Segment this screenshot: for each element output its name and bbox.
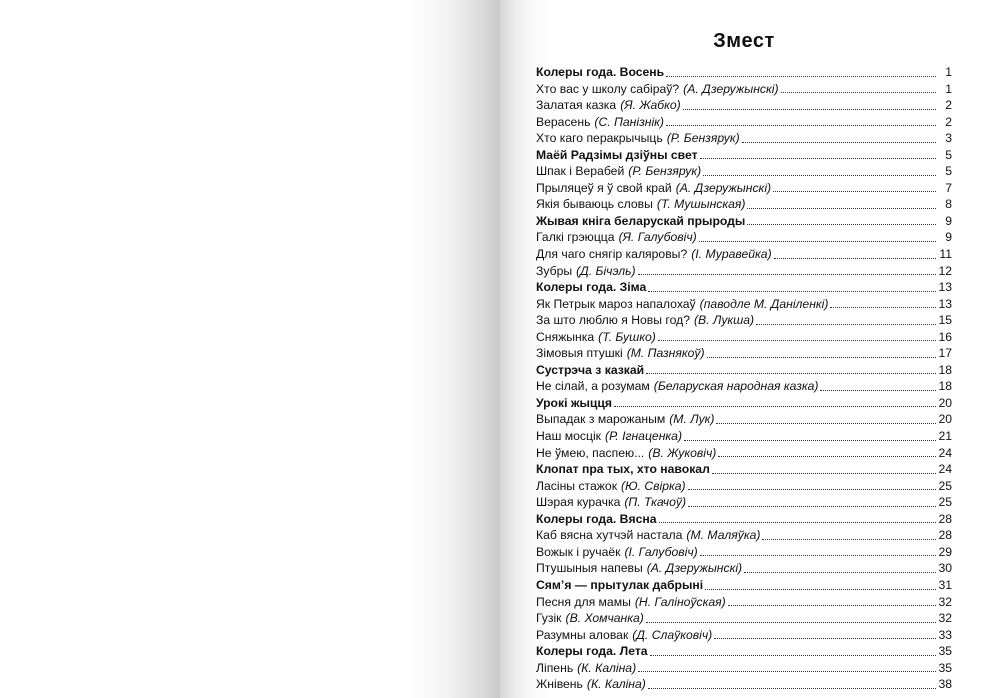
- toc-entry: [536, 627, 952, 644]
- toc-entry-title: Гузік: [536, 611, 562, 626]
- toc-entry-title: Колеры года. Лета: [536, 644, 648, 659]
- toc-page-number: 8: [945, 197, 952, 212]
- toc-entry-title: Жнівень: [536, 677, 583, 692]
- toc-entry-title: Сняжынка: [536, 329, 595, 344]
- toc-entry: [536, 527, 952, 544]
- toc-entry-author: (Р. Ігнаценка): [605, 429, 683, 444]
- dot-leader: [705, 588, 936, 590]
- toc-entry-title: Шпак і Верабей: [536, 164, 625, 179]
- toc-page-number: 21: [938, 429, 952, 444]
- dot-leader: [638, 273, 936, 275]
- toc-page-number: 25: [938, 495, 952, 510]
- dot-leader: [820, 389, 936, 391]
- toc-page-number: 2: [945, 98, 952, 113]
- toc-entry-author: (А. Дзеружынскі): [675, 180, 772, 195]
- toc-entry-title: Урокі жыцця: [536, 395, 613, 410]
- toc-page-number: 11: [939, 247, 952, 262]
- toc-entry-title: Колеры года. Зіма: [536, 280, 647, 295]
- toc-entry-author: (К. Каліна): [577, 660, 637, 675]
- dot-leader: [747, 207, 936, 209]
- dot-leader: [638, 670, 936, 672]
- toc-section-heading: [536, 461, 952, 478]
- toc-page-number: 3: [945, 131, 952, 146]
- toc-entry-author: (С. Панізнік): [594, 114, 664, 129]
- toc-entry: [536, 312, 952, 329]
- dot-leader: [700, 157, 936, 159]
- toc-entry: [536, 163, 952, 180]
- toc-entry-author: (М. Пазнякоў): [626, 346, 705, 361]
- toc-page-number: 28: [938, 528, 952, 543]
- toc-entry: [536, 97, 952, 114]
- dot-leader: [666, 75, 936, 77]
- toc-entry-title: Зімовыя птушкі: [536, 346, 623, 361]
- dot-leader: [744, 571, 936, 573]
- toc-entry-title: Колеры года. Восень: [536, 65, 665, 79]
- toc-page-number: 35: [938, 644, 952, 659]
- toc-page-number: 24: [938, 445, 952, 460]
- toc-entry-title: Зубры: [536, 263, 573, 278]
- toc-entry-author: (Ю. Свірка): [621, 478, 686, 493]
- toc-entry: [536, 229, 952, 246]
- toc-section-heading: [536, 511, 952, 528]
- toc-page-number: 24: [938, 462, 952, 477]
- toc-entry: [536, 560, 952, 577]
- toc-page-number: 9: [945, 213, 952, 228]
- toc-entry-author: (Т. Бушко): [598, 329, 656, 344]
- toc-entry: [536, 180, 952, 197]
- toc-entry-title: Птушыныя напевы: [536, 561, 643, 576]
- toc-entry-author: (В. Лукша): [694, 313, 755, 328]
- toc-entry-title: Не ўмею, паспею...: [536, 445, 645, 460]
- toc-entry-author: (Р. Бензярук): [666, 131, 740, 146]
- toc-entry-author: (Н. Галіноўская): [634, 594, 726, 609]
- toc-entry: [536, 478, 952, 495]
- toc-entry-title: Хто вас у школу сабіраў?: [536, 81, 680, 96]
- toc-entry-title: Шэрая курачка: [536, 495, 621, 510]
- dot-leader: [650, 654, 936, 656]
- toc-entry-title: Не сілай, а розумам: [536, 379, 650, 394]
- dot-leader: [728, 604, 936, 606]
- toc-entry: [536, 81, 952, 98]
- dot-leader: [830, 306, 936, 308]
- toc-section-heading: [536, 147, 952, 164]
- toc-entry-title: Хто каго перакрычыць: [536, 131, 663, 146]
- dot-leader: [659, 521, 937, 523]
- toc-entry-title: Для чаго снягір каляровы?: [536, 247, 688, 262]
- toc-entry-title: Колеры года. Вясна: [536, 511, 657, 526]
- toc-page-number: 16: [938, 329, 952, 344]
- toc-page-number: 29: [938, 544, 952, 559]
- toc-page-number: 12: [938, 263, 952, 278]
- toc-entry-title: Як Петрык мароз напалохаў: [536, 296, 696, 311]
- toc-section-heading: [536, 64, 952, 81]
- dot-leader: [774, 257, 936, 259]
- toc-entry-title: Сустрэча з казкай: [536, 362, 645, 377]
- toc-entry-author: (Я. Жабко): [620, 98, 681, 113]
- toc-entry-author: (А. Дзеружынскі): [646, 561, 743, 576]
- toc-page-number: 30: [938, 561, 952, 576]
- toc-entry-title: Верасень: [536, 114, 591, 129]
- dot-leader: [688, 488, 936, 490]
- toc-page-number: 38: [938, 677, 952, 692]
- toc-entry-title: Разумны аловак: [536, 627, 629, 642]
- toc-page-number: 5: [945, 164, 952, 179]
- toc-page-number: 1: [945, 65, 952, 79]
- toc-entry-author: (Я. Галубовіч): [618, 230, 697, 245]
- toc-entry: [536, 544, 952, 561]
- toc-page-number: 28: [938, 511, 952, 526]
- toc-entry: [536, 594, 952, 611]
- toc-entry: [536, 676, 952, 693]
- toc-section-heading: [536, 362, 952, 379]
- toc-entry: [536, 196, 952, 213]
- toc-entry: [536, 246, 952, 263]
- dot-leader: [742, 141, 936, 143]
- toc-page-number: 32: [938, 594, 952, 609]
- toc-entry: [536, 378, 952, 395]
- dot-leader: [756, 323, 936, 325]
- dot-leader: [712, 472, 936, 474]
- page-title: Змест: [713, 30, 775, 52]
- toc-entry-title: Маёй Радзімы дзіўны свет: [536, 147, 698, 162]
- toc-section-heading: [536, 577, 952, 594]
- toc-entry-title: Выпадак з марожаным: [536, 412, 666, 427]
- toc-entry-author: (В. Хомчанка): [565, 611, 644, 626]
- dot-leader: [646, 372, 936, 374]
- toc-entry: [536, 345, 952, 362]
- toc-entry: [536, 445, 952, 462]
- toc-entry-title: Ліпень: [536, 660, 574, 675]
- toc-entry-title: Каб вясна хутчэй настала: [536, 528, 683, 543]
- toc-section-heading: [536, 643, 952, 660]
- toc-entry-author: (І. Галубовіч): [624, 544, 698, 559]
- dot-leader: [648, 687, 936, 689]
- toc-entry-title: За што люблю я Новы год?: [536, 313, 690, 328]
- toc-section-heading: [536, 279, 952, 296]
- toc-entry-title: Ласіны стажок: [536, 478, 618, 493]
- toc-entry: [536, 411, 952, 428]
- toc-entry-author: (М. Маляўка): [686, 528, 761, 543]
- dot-leader: [747, 223, 936, 225]
- toc-entry-author: (Р. Бензярук): [628, 164, 702, 179]
- toc-entry-title: Вожык і ручаёк: [536, 544, 621, 559]
- toc-entry: [536, 130, 952, 147]
- table-of-contents: [536, 64, 952, 693]
- toc-page-number: 35: [938, 660, 952, 675]
- toc-entry: [536, 329, 952, 346]
- dot-leader: [781, 91, 936, 93]
- toc-entry: [536, 428, 952, 445]
- toc-page-number: 18: [938, 362, 952, 377]
- toc-page-number: 25: [938, 478, 952, 493]
- toc-page-number: 33: [938, 627, 952, 642]
- dot-leader: [646, 621, 936, 623]
- toc-entry-author: (паводле М. Даніленкі): [699, 296, 829, 311]
- toc-page-number: 5: [945, 147, 952, 162]
- toc-entry-title: Прыляцеў я ў свой край: [536, 180, 672, 195]
- toc-page-number: 18: [938, 379, 952, 394]
- toc-entry: [536, 610, 952, 627]
- dot-leader: [658, 339, 936, 341]
- toc-entry-title: Жывая кніга беларускай прыроды: [536, 213, 746, 228]
- toc-entry-author: (Т. Мушынская): [656, 197, 746, 212]
- dot-leader: [762, 538, 936, 540]
- toc-page-number: 9: [945, 230, 952, 245]
- toc-page-number: 2: [945, 114, 952, 129]
- dot-leader: [707, 356, 936, 358]
- toc-entry-author: (Д. Бічэль): [576, 263, 636, 278]
- toc-page-number: 31: [938, 577, 952, 592]
- dot-leader: [648, 290, 936, 292]
- toc-entry-title: Сям’я — прытулак дабрыні: [536, 577, 704, 592]
- toc-page-number: 7: [945, 180, 952, 195]
- dot-leader: [683, 108, 936, 110]
- toc-page-number: 15: [938, 313, 952, 328]
- toc-page-number: 20: [938, 412, 952, 427]
- dot-leader: [714, 637, 936, 639]
- toc-page-number: 13: [938, 280, 952, 295]
- dot-leader: [666, 124, 936, 126]
- toc-entry-author: (П. Ткачоў): [624, 495, 687, 510]
- toc-entry: [536, 114, 952, 131]
- toc-page-number: 32: [938, 611, 952, 626]
- toc-entry-author: (Беларуская народная казка): [653, 379, 819, 394]
- toc-entry: [536, 494, 952, 511]
- toc-section-heading: [536, 395, 952, 412]
- toc-entry-title: Галкі грэюцца: [536, 230, 615, 245]
- dot-leader: [699, 240, 936, 242]
- toc-page-number: 13: [938, 296, 952, 311]
- dot-leader: [684, 439, 936, 441]
- toc-entry: [536, 263, 952, 280]
- dot-leader: [718, 455, 936, 457]
- toc-section-heading: [536, 213, 952, 230]
- toc-page-number: 20: [938, 395, 952, 410]
- toc-page-number: 17: [938, 346, 952, 361]
- dot-leader: [700, 554, 936, 556]
- dot-leader: [614, 405, 936, 407]
- toc-entry: [536, 660, 952, 677]
- toc-entry: [536, 296, 952, 313]
- toc-entry-author: (М. Лук): [669, 412, 715, 427]
- toc-entry-author: (А. Дзеружынскі): [683, 81, 779, 96]
- toc-entry-title: Песня для мамы: [536, 594, 631, 609]
- toc-entry-title: Залатая казка: [536, 98, 617, 113]
- toc-entry-title: Якія бываюць словы: [536, 197, 653, 212]
- dot-leader: [716, 422, 936, 424]
- dot-leader: [773, 190, 936, 192]
- toc-entry-author: (Д. Слаўковіч): [632, 627, 713, 642]
- toc-entry-author: (К. Каліна): [586, 677, 646, 692]
- dot-leader: [688, 505, 936, 507]
- toc-entry-title: Клопат пра тых, хто навокал: [536, 462, 710, 477]
- toc-entry-author: (І. Муравейка): [691, 247, 772, 262]
- dot-leader: [703, 174, 936, 176]
- toc-entry-author: (В. Жуковіч): [648, 445, 717, 460]
- toc-entry-title: Наш мосцік: [536, 429, 602, 444]
- toc-page-number: 1: [945, 81, 952, 96]
